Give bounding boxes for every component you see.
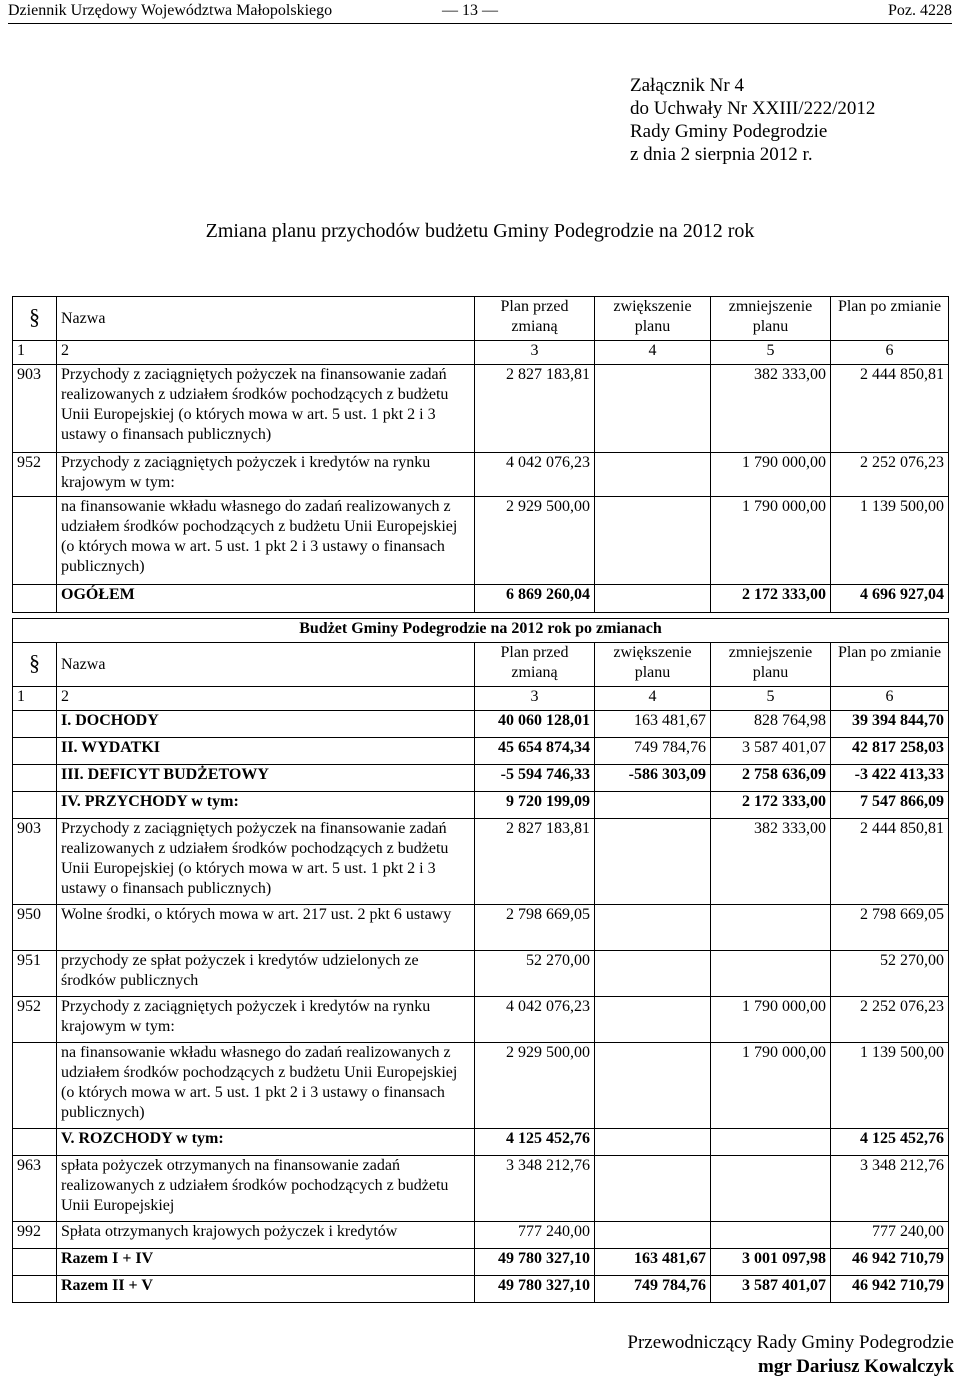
table-row: na finansowanie wkładu własnego do zadań realizowanych z udziałem środków pochodzących z budżetu Unii Europejskiej (o których mowa w art. 5 ust. 1 pkt 2 i 3 ustawy o finansach publicznych) 2 929 500,00 1 790 000,00 1 139 500,00 <box>13 497 949 585</box>
annex-line-1: Załącznik Nr 4 <box>630 75 744 96</box>
header-rule <box>8 23 952 24</box>
column-numbers-row: 1 2 3 4 5 6 <box>13 341 949 365</box>
signature-role: Przewodniczący Rady Gminy Podegrodzie <box>627 1332 954 1353</box>
col-header-plan-after: Plan po zmianie <box>831 297 949 341</box>
annex-line-2: do Uchwały Nr XXIII/222/2012 <box>630 98 876 119</box>
col-header-plan-after: Plan po zmianie <box>831 643 949 687</box>
table-header-row <box>13 643 949 687</box>
budget-subtitle: Budżet Gminy Podegrodzie na 2012 rok po zmianach <box>13 619 949 643</box>
revenue-change-table <box>12 296 949 613</box>
page-header <box>8 0 952 26</box>
table-row: 963 spłata pożyczek otrzymanych na finansowanie zadań realizowanych z udziałem środków pochodzących z budżetu Unii Europejskiej 3 348 212,76 3 348 212,76 <box>13 1156 949 1222</box>
document-title: Zmiana planu przychodów budżetu Gminy Podegrodzie na 2012 rok <box>205 220 755 242</box>
paragraph-icon: § <box>29 650 40 675</box>
page-number: — 13 — <box>442 2 498 19</box>
signature-name: mgr Dariusz Kowalczyk <box>758 1356 954 1377</box>
subtitle-row <box>13 619 949 643</box>
table-row: II. WYDATKI 45 654 874,34 749 784,76 3 587 401,07 42 817 258,03 <box>13 738 949 765</box>
annex-line-3: Rady Gminy Podegrodzie <box>630 121 828 142</box>
col-header-decrease: zmniejszenie planu <box>711 297 831 341</box>
col-header-plan-before: Plan przed zmianą <box>475 643 595 687</box>
annex-block <box>630 74 875 166</box>
col-header-decrease: zmniejszenie planu <box>711 643 831 687</box>
table-row: 903 Przychody z zaciągniętych pożyczek na finansowanie zadań realizowanych z udziałem środków pochodzących z budżetu Unii Europejskiej (o których mowa w art. 5 ust. 1 pkt 2 i 3 ustawy o finansach publicznych) 2 827 183,81 382 333,00 2 444 850,81 <box>13 819 949 905</box>
column-numbers-row: 1 2 3 4 5 6 <box>13 687 949 711</box>
table-row: 992 Spłata otrzymanych krajowych pożyczek i kredytów 777 240,00 777 240,00 <box>13 1222 949 1249</box>
total-row: OGÓŁEM 6 869 260,04 2 172 333,00 4 696 927,04 <box>13 585 949 613</box>
table-row: 903 Przychody z zaciągniętych pożyczek na finansowanie zadań realizowanych z udziałem środków pochodzących z budżetu Unii Europejskiej (o których mowa w art. 5 ust. 1 pkt 2 i 3 ustawy o finansach publicznych) 2 827 183,81 382 333,00 2 444 850,81 <box>13 365 949 453</box>
col-header-increase: zwiększenie planu <box>595 643 711 687</box>
table-row: I. DOCHODY 40 060 128,01 163 481,67 828 764,98 39 394 844,70 <box>13 711 949 738</box>
table-row: V. ROZCHODY w tym: 4 125 452,76 4 125 452,76 <box>13 1129 949 1156</box>
table-row: III. DEFICYT BUDŻETOWY -5 594 746,33 -586 303,09 2 758 636,09 -3 422 413,33 <box>13 765 949 792</box>
table-row: na finansowanie wkładu własnego do zadań realizowanych z udziałem środków pochodzących z budżetu Unii Europejskiej (o których mowa w art. 5 ust. 1 pkt 2 i 3 ustawy o finansach publicznych) 2 929 500,00 1 790 000,00 1 139 500,00 <box>13 1043 949 1129</box>
budget-after-changes-table <box>12 618 949 1303</box>
table-row: 951 przychody ze spłat pożyczek i kredytów udzielonych ze środków publicznych 52 270,00 52 270,00 <box>13 951 949 997</box>
table-row: IV. PRZYCHODY w tym: 9 720 199,09 2 172 333,00 7 547 866,09 <box>13 792 949 819</box>
table-row: 952 Przychody z zaciągniętych pożyczek i kredytów na rynku krajowym w tym: 4 042 076,23 1 790 000,00 2 252 076,23 <box>13 453 949 497</box>
table-row: Razem I + IV 49 780 327,10 163 481,67 3 001 097,98 46 942 710,79 <box>13 1249 949 1276</box>
table-row: 950 Wolne środki, o których mowa w art. 217 ust. 2 pkt 6 ustawy 2 798 669,05 2 798 669,05 <box>13 905 949 951</box>
table-row: Razem II + V 49 780 327,10 749 784,76 3 587 401,07 46 942 710,79 <box>13 1276 949 1303</box>
col-header-increase: zwiększenie planu <box>595 297 711 341</box>
table-row: 952 Przychody z zaciągniętych pożyczek i kredytów na rynku krajowym w tym: 4 042 076,23 1 790 000,00 2 252 076,23 <box>13 997 949 1043</box>
col-header-name: Nazwa <box>57 643 475 687</box>
paragraph-icon: § <box>29 304 40 329</box>
col-header-name: Nazwa <box>57 297 475 341</box>
total-label: OGÓŁEM <box>57 585 475 613</box>
col-header-plan-before: Plan przed zmianą <box>475 297 595 341</box>
annex-line-4: z dnia 2 sierpnia 2012 r. <box>630 144 813 165</box>
journal-name: Dziennik Urzędowy Województwa Małopolskiego <box>8 2 333 19</box>
table-header-row <box>13 297 949 341</box>
position-number: Poz. 4228 <box>888 2 952 19</box>
